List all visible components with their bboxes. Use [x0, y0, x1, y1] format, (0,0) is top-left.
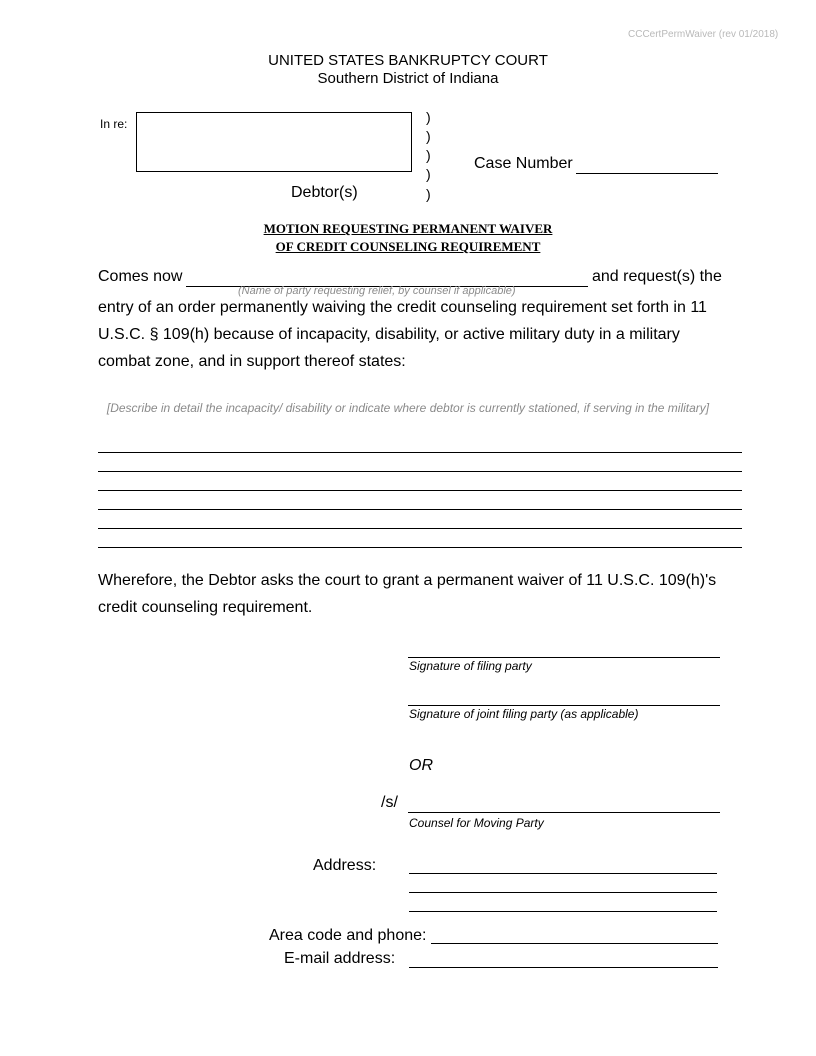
email-field[interactable] [409, 967, 718, 968]
phone-label: Area code and phone: [269, 927, 427, 944]
motion-title-line1: MOTION REQUESTING PERMANENT WAIVER [263, 221, 553, 236]
caption-paren: ) [426, 166, 431, 182]
address-line[interactable] [409, 873, 717, 874]
case-number-label: Case Number [474, 155, 573, 172]
address-line[interactable] [409, 892, 717, 893]
body-line-3: U.S.C. § 109(h) because of incapacity, disability, or active military duty in a military [98, 326, 680, 343]
description-line[interactable] [98, 452, 742, 453]
description-line[interactable] [98, 528, 742, 529]
comes-now-text: Comes now [98, 268, 183, 285]
filing-party-caption: Signature of filing party [409, 659, 532, 673]
caption-paren: ) [426, 186, 431, 202]
description-line[interactable] [98, 547, 742, 548]
caption-paren: ) [426, 147, 431, 163]
counsel-caption: Counsel for Moving Party [409, 816, 544, 830]
debtor-name-field[interactable] [136, 112, 412, 172]
form-id: CCCertPermWaiver (rev 01/2018) [628, 29, 779, 40]
description-line[interactable] [98, 490, 742, 491]
caption-paren: ) [426, 128, 431, 144]
phone-field[interactable] [431, 943, 718, 944]
describe-hint: [Describe in detail the incapacity/ disability or indicate where debtor is currently stationed, if serving in the military] [106, 401, 710, 415]
filing-party-signature-line[interactable] [408, 657, 720, 658]
court-name: UNITED STATES BANKRUPTCY COURT [268, 52, 548, 69]
or-text: OR [409, 757, 433, 774]
address-line[interactable] [409, 911, 717, 912]
address-label: Address: [313, 857, 377, 874]
joint-party-caption: Signature of joint filing party (as applicable) [409, 707, 639, 721]
case-number-field[interactable] [576, 173, 718, 174]
party-name-hint: (Name of party requesting relief, by counsel if applicable) [238, 285, 516, 297]
description-line[interactable] [98, 471, 742, 472]
body-line-4: combat zone, and in support thereof states: [98, 353, 406, 370]
email-label: E-mail address: [284, 950, 396, 967]
motion-title-line2: OF CREDIT COUNSELING REQUIREMENT [275, 239, 541, 254]
slash-s-label: /s/ [381, 794, 398, 811]
in-re-label: In re: [100, 117, 128, 131]
joint-party-signature-line[interactable] [408, 705, 720, 706]
counsel-signature-line[interactable] [408, 812, 720, 813]
wherefore-line-1: Wherefore, the Debtor asks the court to grant a permanent waiver of 11 U.S.C. 109(h)'s [98, 572, 717, 589]
body-line-2: entry of an order permanently waiving the credit counseling requirement set forth in 11 [98, 299, 707, 316]
description-line[interactable] [98, 509, 742, 510]
caption-paren: ) [426, 109, 431, 125]
debtors-label: Debtor(s) [291, 184, 358, 201]
wherefore-line-2: credit counseling requirement. [98, 599, 313, 616]
court-district: Southern District of Indiana [317, 70, 499, 87]
and-request-text: and request(s) the [592, 268, 722, 285]
